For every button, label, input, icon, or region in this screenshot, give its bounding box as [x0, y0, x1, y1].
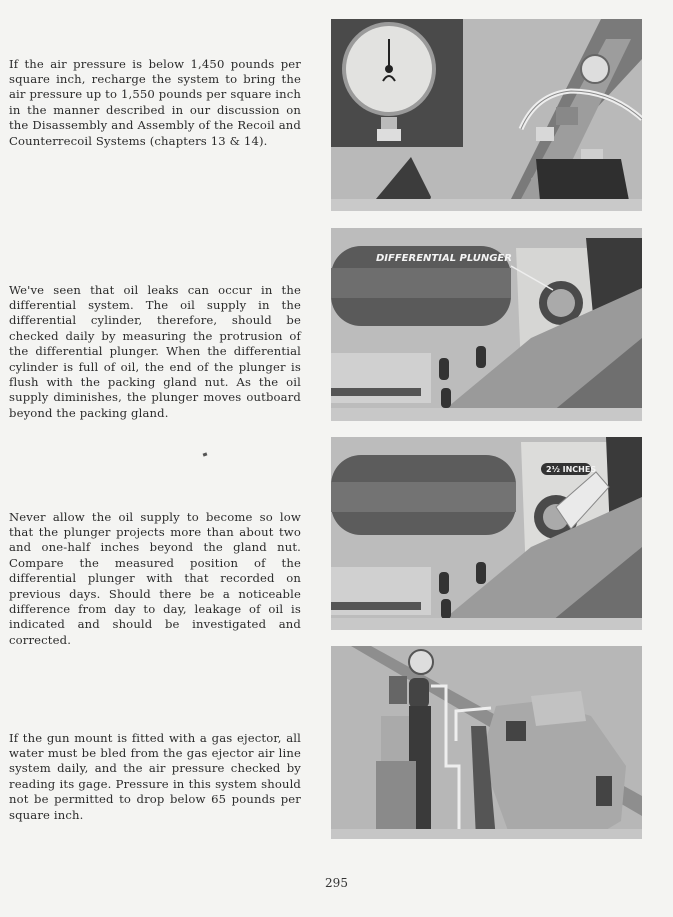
print-speck — [203, 452, 208, 456]
photo-label-differential-plunger: DIFFERENTIAL PLUNGER — [376, 253, 512, 264]
photo-differential-plunger — [331, 228, 642, 421]
page-number: 295 — [325, 876, 348, 890]
photo-label-two-and-half-inches: 2½ INCHES — [546, 465, 597, 474]
paragraph-oil-supply-limit: Never allow the oil supply to become so low that the plunger projects more than about two and one-half inches beyond the gland nut. Compare the measured position of the differential plunger with that recorded on previous days. Should there be a noticeable difference from day to day, leakage of oil is indicated and should be investigated and corrected. — [9, 509, 301, 647]
paragraph-gas-ejector: If the gun mount is fitted with a gas ejector, all water must be bled from the gas ejector air line system daily, and the air pressure checked by reading its gage. Pressure in this system should not be permitted to drop below 65 pounds per square inch. — [9, 730, 301, 822]
photo-gas-ejector — [331, 646, 642, 839]
paragraph-air-pressure: If the air pressure is below 1,450 pounds per square inch, recharge the system to bring the air pressure up to 1,550 pounds per square inch in the manner described in our discussion on the Disassembly and Assembly of the Recoil and Counterrecoil Systems (chapters 13 & 14). — [9, 56, 301, 148]
photo-air-pressure-gage — [331, 19, 642, 211]
photo-plunger-protruding — [331, 437, 642, 630]
paragraph-oil-leaks: We've seen that oil leaks can occur in the differential system. The oil supply in the differential cylinder, therefore, should be checked daily by measuring the protrusion of the differential plunger. When the differential cylinder is full of oil, the end of the plunger is flush with the packing gland nut. As the oil supply diminishes, the plunger moves outboard beyond the packing gland. — [9, 282, 301, 420]
